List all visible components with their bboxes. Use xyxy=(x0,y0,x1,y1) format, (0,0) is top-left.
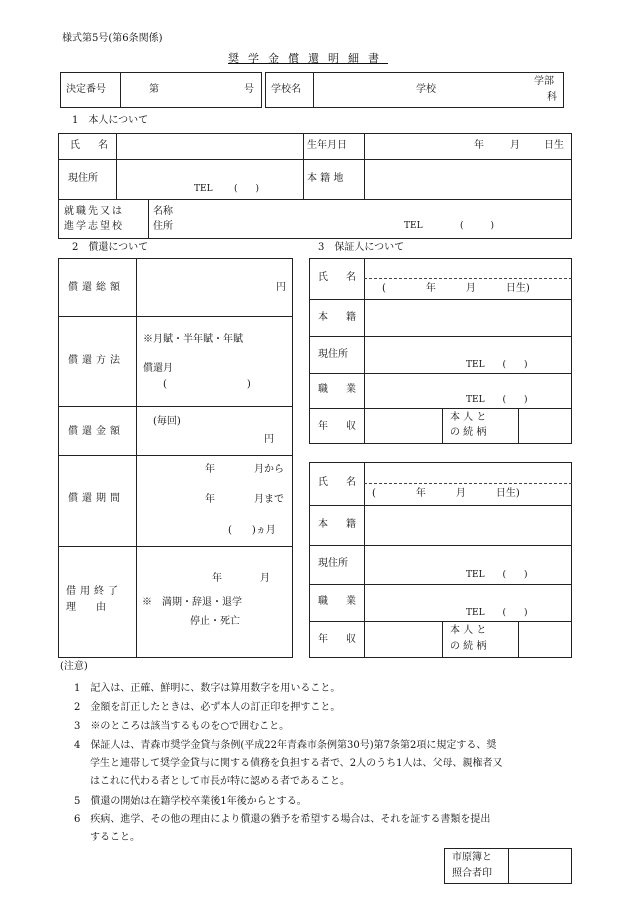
end-reason-options-2: 停止・死亡 xyxy=(190,616,240,627)
total-field[interactable] xyxy=(140,262,270,312)
honseki-label: 本 籍 地 xyxy=(307,173,344,184)
stamp-label-1: 市原簿と xyxy=(452,852,492,863)
note-4-line-2: 学生と連帯して奨学金貸与に関する債務を負担する者で、2人のうち1人は、父母、親権者又 xyxy=(90,758,503,769)
g1-income-label: 年 収 xyxy=(318,421,360,432)
g1-income-field[interactable] xyxy=(368,412,438,440)
g2-birth: ( 年 月 日生) xyxy=(372,488,520,499)
end-reason-label-1: 借用終了 xyxy=(66,586,122,597)
g1-address-field[interactable] xyxy=(368,340,568,358)
g1-job-field[interactable] xyxy=(368,377,568,393)
g2-income-field[interactable] xyxy=(368,625,438,654)
g2-honseki-field[interactable] xyxy=(368,509,568,541)
self-name-field[interactable] xyxy=(120,137,300,155)
end-year-label: 年 xyxy=(212,573,222,584)
go-label: 号 xyxy=(244,84,254,95)
g1-relation-label-1: 本 人 と xyxy=(450,412,487,423)
total-unit: 円 xyxy=(276,282,286,293)
g2-relation-label-2: の 続 柄 xyxy=(450,641,487,652)
amount-unit: 円 xyxy=(264,434,274,445)
end-reason-options-1: ※ 満期・辞退・退学 xyxy=(142,597,242,608)
g1-relation-field[interactable] xyxy=(522,412,568,440)
g2-name-label: 氏 名 xyxy=(318,477,360,488)
self-address-field[interactable] xyxy=(120,163,300,195)
self-tel-label: TEL xyxy=(194,184,213,194)
school-name-label: 学校名 xyxy=(271,84,301,95)
decision-number-field[interactable] xyxy=(141,77,237,103)
amount-label: 償還金額 xyxy=(68,426,124,437)
method-options: ※月賦・半年賦・年賦 xyxy=(143,334,243,345)
birth-label: 生年月日 xyxy=(307,140,347,151)
note-2: 2 金額を訂正したときは、必ず本人の訂正印を押すこと。 xyxy=(74,702,341,713)
section2-heading: 2 償還について xyxy=(72,242,149,253)
department-label: 学部 xyxy=(534,76,554,87)
note-3: 3 ※のところは該当するものを○で囲むこと。 xyxy=(74,721,290,732)
g2-honseki-label: 本 籍 xyxy=(318,519,360,530)
employer-field[interactable] xyxy=(180,203,560,235)
g1-birth: ( 年 月 日生) xyxy=(382,283,530,294)
employer-tel-parens: ( ) xyxy=(460,221,495,231)
method-label: 償還方法 xyxy=(68,355,124,366)
g2-address-tel: TEL ( ) xyxy=(466,570,528,580)
honseki-field[interactable] xyxy=(368,163,568,195)
note-6-line-1: 6 疾病、進学、その他の理由により償還の猶予を希望する場合は、それを証する書類を提出 xyxy=(74,814,491,825)
g2-relation-label-1: 本 人 と xyxy=(450,625,487,636)
g2-job-label: 職 業 xyxy=(318,596,360,607)
g1-address-tel: TEL ( ) xyxy=(466,360,528,370)
amount-field[interactable] xyxy=(140,410,260,450)
page-title: 奨学金償還明細書 xyxy=(228,52,388,65)
g2-job-tel: TEL ( ) xyxy=(466,608,528,618)
section3-heading: 3 保証人について xyxy=(318,242,405,253)
period-months: ( )ヵ月 xyxy=(228,525,276,536)
period-to-month: 月まで xyxy=(254,494,284,505)
employer-name-label: 名称 xyxy=(153,206,173,217)
employer-tel-label: TEL xyxy=(404,221,423,231)
self-tel-parens: ( ) xyxy=(234,184,260,194)
total-label: 償還総額 xyxy=(68,282,124,293)
note-5: 5 償還の開始は在籍学校卒業後1年後からとする。 xyxy=(74,796,307,807)
note-1: 1 記入は、正確、鮮明に、数字は算用数字を用いること。 xyxy=(74,683,341,694)
g2-job-field[interactable] xyxy=(368,588,568,606)
employer-label-2: 進学志望校 xyxy=(64,221,124,232)
employer-address-label: 住所 xyxy=(153,221,173,232)
stamp-label-2: 照合者印 xyxy=(452,868,492,879)
g2-address-label: 現住所 xyxy=(318,558,348,569)
period-label: 償還期間 xyxy=(68,493,124,504)
g1-honseki-label: 本 籍 xyxy=(318,312,360,323)
self-name-label: 氏 名 xyxy=(70,140,112,151)
g2-name-field[interactable] xyxy=(368,466,568,481)
section1-heading: 1 本人について xyxy=(72,115,149,126)
birth-day-label: 日生 xyxy=(544,140,564,151)
method-month-parens: ( ) xyxy=(163,379,251,390)
amount-each-label: (毎回) xyxy=(153,416,181,427)
period-from-year: 年 xyxy=(205,464,215,475)
birth-year-label: 年 xyxy=(474,140,484,151)
note-6-line-2: すること。 xyxy=(90,832,140,843)
ka-label: 科 xyxy=(547,92,557,103)
g1-job-tel: TEL ( ) xyxy=(466,395,528,405)
g1-relation-label-2: の 続 柄 xyxy=(450,427,487,438)
g1-name-label: 氏 名 xyxy=(318,272,360,283)
notes-heading: (注意) xyxy=(60,661,88,672)
stamp-field[interactable] xyxy=(512,851,568,881)
end-month-label: 月 xyxy=(260,573,270,584)
form-number: 様式第5号(第6条関係) xyxy=(62,33,163,44)
g1-name-field[interactable] xyxy=(368,262,568,276)
self-address-label: 現住所 xyxy=(68,173,98,184)
g1-job-label: 職 業 xyxy=(318,384,360,395)
method-month-label: 償還月 xyxy=(143,363,173,374)
period-to-year: 年 xyxy=(205,494,215,505)
note-4-line-3: はこれに代わる者として市長が特に認める者であること。 xyxy=(90,776,350,787)
g1-honseki-field[interactable] xyxy=(368,303,568,332)
dai-label: 第 xyxy=(149,84,159,95)
g2-income-label: 年 収 xyxy=(318,634,360,645)
g2-address-field[interactable] xyxy=(368,549,568,567)
school-label: 学校 xyxy=(416,84,436,95)
g1-address-label: 現住所 xyxy=(318,349,348,360)
decision-number-label: 決定番号 xyxy=(66,84,106,95)
period-from-month: 月から xyxy=(254,464,284,475)
birth-month-label: 月 xyxy=(510,140,520,151)
note-4-line-1: 4 保証人は、青森市奨学金貸与条例(平成22年青森市条例第30号)第7条第2項に規定する、奨 xyxy=(74,740,497,751)
end-reason-label-2: 理 由 xyxy=(66,602,106,613)
g2-relation-field[interactable] xyxy=(522,625,568,654)
school-name-field[interactable] xyxy=(318,76,558,104)
employer-label-1: 就職先又は xyxy=(64,206,124,217)
